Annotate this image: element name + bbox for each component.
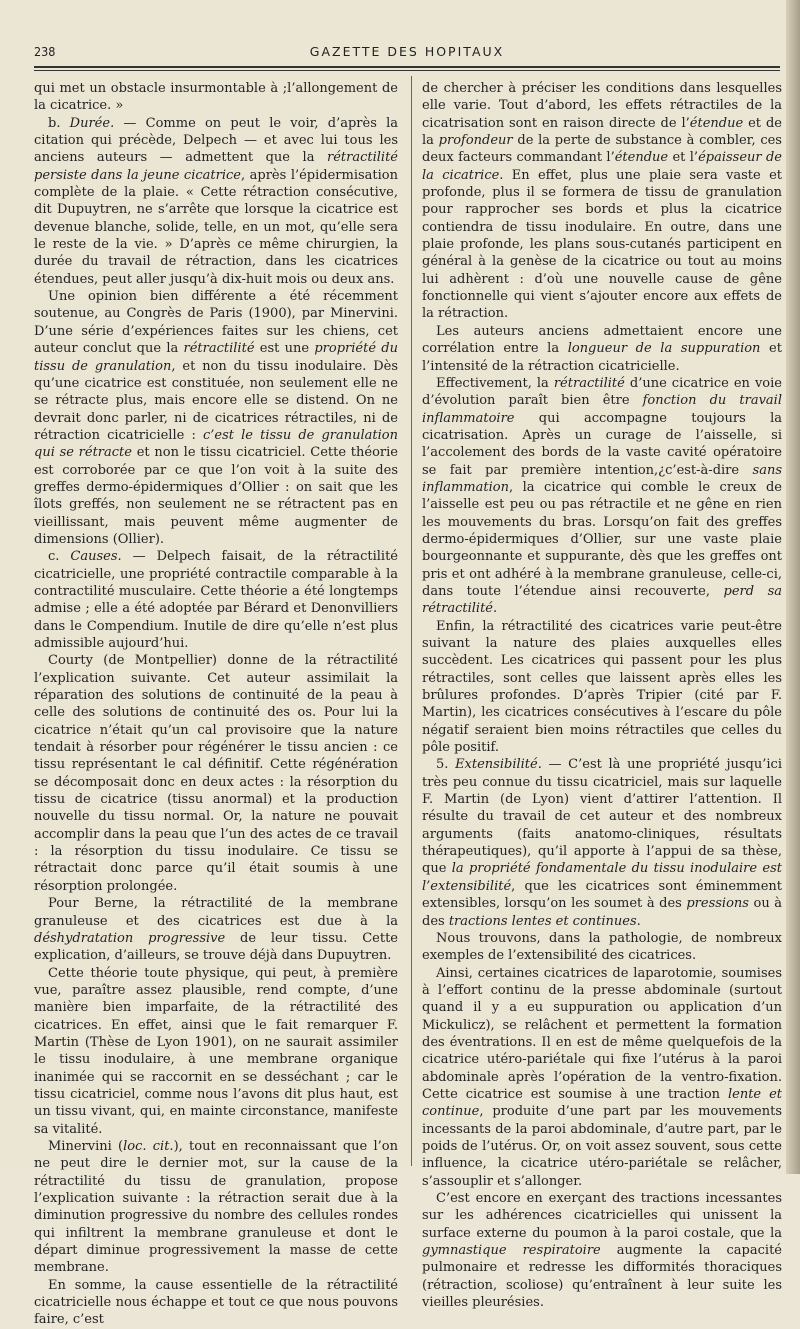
text-run: de leur tissu. Cette explication, d’ailleurs, se trouve déjà dans Dupuytren. (34, 930, 398, 964)
text-run: est une (254, 341, 315, 357)
text-run: , après l’épidermisation complète de la plaie. « Cette rétraction consécutive, dit Dupuytren, ne s’arrête que lorsque la cicatrice est devenue blanche, solide, telle, en un mot, qu’elle sera le reste de la vie. » D’après ce même chirurgien, la durée du travail de rétraction, dans les cicatrices étendues, peut aller jusqu’à dix-huit mois ou deux ans. (34, 167, 398, 287)
text-run: augmente la capacité pulmonaire et redresse les difformités thoraciques (rétraction, scoliose) qu’entraînent à leur suite les vieilles pleurésies. (422, 1243, 782, 1311)
italic-text: gymnastique respiratoire (422, 1243, 601, 1259)
text-run: . (636, 913, 641, 929)
italic-text: rétractilité persiste dans la jeune cicatrice (34, 150, 398, 183)
italic-text: fonction du travail inflammatoire (422, 393, 782, 426)
italic-text: profondeur (438, 133, 513, 149)
italic-text: sans inflammation (422, 462, 782, 495)
text-run: et l’intensité de la rétraction cicatricielle. (422, 341, 782, 374)
text-run: Minervini ( (48, 1138, 124, 1154)
paragraph (422, 323, 782, 375)
text-run: , que les cicatrices sont éminemment extensibles, lorsqu’on les soumet à des (422, 878, 782, 912)
text-run: ou à des (422, 896, 783, 929)
text-run: et de la (422, 115, 782, 149)
running-title: GAZETTE DES HOPITAUX (309, 44, 505, 59)
italic-text: rétractilité (183, 341, 255, 357)
text-run: Nous trouvons, dans la pathologie, de nombreux exemples de l’extensibilité des cicatrices. (422, 930, 782, 964)
paragraph (422, 965, 782, 1190)
text-run: de la perte de substance à combler, ces deux facteurs commandant l’ (422, 133, 782, 166)
page-number: 238 (34, 44, 56, 59)
italic-text: déshydratation progressive (34, 930, 226, 946)
italic-text: Durée. (69, 115, 115, 131)
text-run: Ainsi, certaines cicatrices de laparotomie, soumises à l’effort continu de la presse abdominale (surtout quand il y a eu suppuration ou application d’un Mickulicz), se relâchent et permettent la formation des éventrations. Il en est de même quelquefois de la cicatrice utéro-pariétale qui fixe l’utérus à la paroi abdominale après l’opération de la ventro-fixation. Cette cicatrice est soumise à une traction (422, 965, 782, 1102)
text-run: , produite d’une part par les mouvements incessants de la paroi abdominale, d’autre part, par le poids de l’utérus. Or, on voit assez souvent, sous cette influence, la cicatrice utéro-pariétale se relâcher, s’assouplir et s’allonger. (422, 1104, 782, 1189)
text-run: ), tout en reconnaissant que l’on ne peut dire le dernier mot, sur la cause de la rétractilité du tissu de granulation, propose l’explication suivante : la rétraction serait due à la diminution progressive du nombre des cellules rondes qui infiltrent la membrane granuleuse et dont le départ diminue progressivement la masse de cette membrane. (34, 1138, 398, 1276)
right-column (422, 80, 782, 1311)
text-run: Une opinion bien différente a été récemment soutenue, au Congrès de Paris (1900), par Minervini. D’une série d’expériences faites sur les chiens, cet auteur conclut que la (34, 289, 398, 357)
paragraph (34, 652, 398, 895)
text-run: Les auteurs anciens admettaient encore une corrélation entre la (422, 323, 782, 357)
paragraph (34, 115, 398, 288)
page-edge (786, 0, 800, 1174)
text-run: En somme, la cause essentielle de la rétractilité cicatricielle nous échappe et tout ce que nous pouvons faire, c’est (34, 1277, 398, 1328)
text-run: et non le tissu cicatriciel. Cette théorie est corroborée par ce que l’on voit à la suite des greffes dermo-épidermiques d’Ollier : on sait que les îlots greffés, non seulement ne se rétractent pas en vieillissant, mais peuvent même augmenter de dimensions (Ollier). (34, 445, 398, 547)
text-run: qui accompagne toujours la cicatrisation. Après un curage de l’aisselle, si l’accolement des bords de la vaste cavité opératoire se fait par première intention,¿c’est-à-dire (422, 410, 782, 478)
text-run: qui met un obstacle insurmontable à ;l’allongement de la cicatrice. » (34, 81, 398, 114)
page-header (34, 44, 780, 64)
paragraph (422, 756, 782, 929)
text-run: — Comme on peut le voir, d’après la citation qui précède, Delpech — et avec lui tous les anciens auteurs — admettent que la (34, 115, 398, 166)
text-run: . (493, 601, 498, 617)
italic-text: rétractilité (553, 375, 625, 391)
italic-text: pressions (686, 896, 749, 912)
italic-text: étendue (614, 150, 669, 166)
italic-text: épaisseur de la cicatrice (422, 150, 782, 183)
italic-text: perd sa rétractilité (422, 583, 782, 617)
paragraph (34, 1138, 398, 1277)
text-run: Effectivement, la (436, 375, 554, 391)
paragraph (34, 1277, 398, 1329)
text-run: — C’est là une propriété jusqu’ici très peu connue du tissu cicatriciel, mais sur laquelle F. Martin (de Lyon) vient d’attirer l’attention. Il résulte du travail de cet auteur et des nombreux arguments (faits anatomo-cliniques, résultats thérapeutiques), qu’il apporte à l’appui de sa thèse, que (422, 757, 782, 877)
header-rule-thick (34, 66, 780, 68)
italic-text: propriété du tissu de granulation (34, 341, 398, 374)
paragraph (34, 288, 398, 548)
text-run: , et non du tissu inodulaire. Dès qu’une cicatrice est constituée, non seulement elle ne se rétracte plus, mais encore elle se distend. On ne devrait donc parler, ni de cicatrices rétractiles, ni de rétraction cicatricielle : (34, 358, 398, 443)
italic-text: longueur de la suppuration (567, 341, 761, 357)
paragraph (34, 965, 398, 1138)
text-run: Enfin, la rétractilité des cicatrices varie peut-être suivant la nature des plaies auxquelles elles succèdent. Les cicatrices qui passent pour les plus rétractiles, sont celles que laissent après elles les brûlures profondes. D’après Tripier (cité par F. Martin), les cicatrices consécutives à l’escare du pôle négatif seraient bien moins rétractiles que celles du pôle positif. (422, 618, 782, 756)
italic-text: la propriété fondamentale du tissu inodulaire est l’extensibilité (422, 861, 782, 894)
italic-text: Causes. (70, 549, 122, 565)
text-run: . En effet, plus une plaie sera vaste et profonde, plus il se formera de tissu de granulation pour rapprocher ses bords et plus la cicatrice contiendra de tissu inodulaire. En outre, dans une plaie profonde, les plans sous-cutanés participent en général à la genèse de la cicatrice ou tout au moins lui adhèrent : d’où une nouvelle cause de gêne fonctionnelle qui vient s’ajouter encore aux effets de la rétraction. (422, 167, 782, 322)
text-run: et l’ (668, 150, 699, 166)
paragraph (422, 930, 782, 965)
text-run: C’est encore en exerçant des tractions incessantes sur les adhérences cicatricielles qui unissent la surface externe du poumon à la paroi costale, que la (422, 1191, 782, 1241)
italic-text: Extensibilité. (455, 757, 542, 773)
paragraph (422, 618, 782, 757)
text-run: c. (48, 549, 71, 565)
text-run: b. (48, 115, 70, 131)
text-run: 5. (436, 757, 456, 773)
header-rule-thin (34, 70, 780, 71)
left-column (34, 80, 398, 1329)
paragraph (34, 80, 398, 115)
italic-text: loc. cit. (123, 1138, 174, 1154)
text-run: Courty (de Montpellier) donne de la rétractilité l’explication suivante. Cet auteur assimilait la réparation des solutions de continuité de la peau à celle des solutions de continuité des os. Pour lui la cicatrice n’était qu’un cal provisoire que la nature tendait à résorber pour régénérer le tissu ancien : ce tissu représentant le cal définitif. Cette régénération se décomposait donc en deux actes : la résorption du tissu de cicatrice (tissu anormal) et la production nouvelle du tissu normal. Or, la nature ne pouvait accomplir dans la peau que l’un des actes de ce travail : la résorption du tissu inodulaire. Ce tissu se rétractait donc parce qu’il était soumis à une résorption prolongée. (34, 653, 398, 894)
text-run: Cette théorie toute physique, qui peut, à première vue, paraître assez plausible, rend compte, d’une manière bien imparfaite, de la rétractilité des cicatrices. En effet, ainsi que le fait remarquer F. Martin (Thèse de Lyon 1901), on ne saurait assimiler le tissu inodulaire, à une membrane organique inanimée qui se raccornit en se desséchant ; car le tissu cicatriciel, comme nous l’avons dit plus haut, est un tissu vivant, qui, en mainte circonstance, manifeste sa vitalité. (34, 965, 398, 1137)
paragraph (34, 895, 398, 964)
italic-text: c’est le tissu de granulation qui se rétracte (34, 427, 399, 461)
italic-text: étendue (689, 115, 744, 131)
text-run: Pour Berne, la rétractilité de la membrane granuleuse et des cicatrices est due à la (34, 896, 398, 929)
italic-text: tractions lentes et continues (448, 913, 637, 929)
paragraph (422, 80, 782, 323)
paragraph (422, 375, 782, 618)
column-divider (411, 76, 412, 1166)
paragraph (34, 548, 398, 652)
text-run: — Delpech faisait, de la rétractilité cicatricielle, une propriété contractile comparable à la contractilité musculaire. Cette théorie a été longtemps admise ; elle a été adoptée par Bérard et Denonvilliers dans le Compendium. Inutile de dire qu’elle n’est plus admissible aujourd’hui. (34, 549, 398, 651)
text-run: , la cicatrice qui comble le creux de l’aisselle est peu ou pas rétractile et ne gêne en rien les mouvements du bras. Lorsqu’on fait des greffes dermo-épidermiques d’Ollier, sur une vaste plaie bourgeonnante et suppurante, dès que les greffes ont pris et ont adhéré à la membrane granuleuse, celle-ci, dans toute l’étendue ainsi recouverte, (422, 479, 782, 599)
italic-text: lente et continue (422, 1086, 782, 1120)
text-run: de chercher à préciser les conditions dans lesquelles elle varie. Tout d’abord, les effets rétractiles de la cicatrisation sont en raison directe de l’ (422, 81, 782, 131)
text-run: d’une cicatrice en voie d’évolution paraît bien être (422, 375, 782, 409)
paragraph (422, 1190, 782, 1311)
